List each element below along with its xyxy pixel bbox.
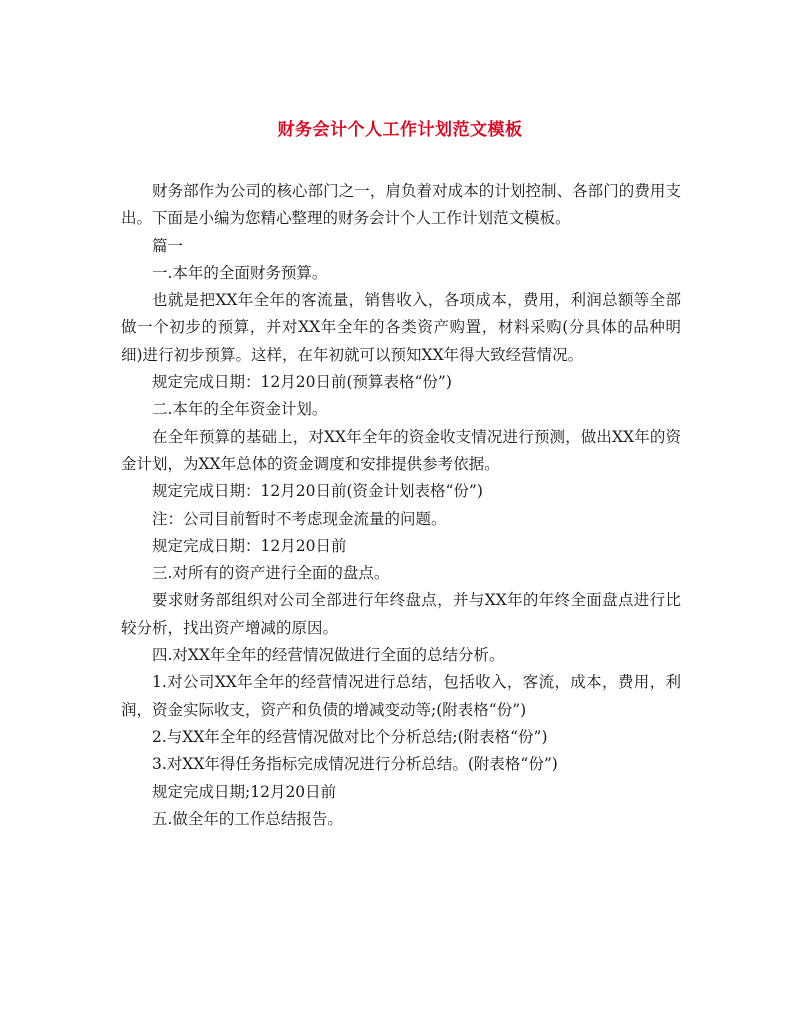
paragraph-deadline-2: 规定完成日期：12月20日前(资金计划表格“份”) bbox=[152, 482, 483, 501]
paragraph-item-2: 2.与XX年全年的经营情况做对比个分析总结;(附表格“份”) bbox=[152, 727, 548, 746]
paragraph-note: 注：公司目前暂时不考虑现金流量的问题。 bbox=[152, 509, 447, 528]
paragraph-item-1: 1.对公司XX年全年的经营情况进行总结，包括收入，客流，成本，费用，利润，资金实际收支，资产和负债的增减变动等;(附表格“份”) bbox=[121, 673, 681, 719]
heading-section-1: 一.本年的全面财务预算。 bbox=[152, 263, 328, 282]
paragraph-deadline-3: 规定完成日期：12月20日前 bbox=[152, 536, 347, 555]
heading-section-3: 三.对所有的资产进行全面的盘点。 bbox=[152, 564, 390, 583]
paragraph-section-2-body: 在全年预算的基础上，对XX年全年的资金收支情况进行预测，做出XX年的资金计划，为XX年总体的资金调度和安排提供参考依据。 bbox=[121, 427, 681, 473]
paragraph-intro: 财务部作为公司的核心部门之一，肩负着对成本的计划控制、各部门的费用支出。下面是小编为您精心整理的财务会计个人工作计划范文模板。 bbox=[121, 182, 681, 228]
paragraph-item-3: 3.对XX年得任务指标完成情况进行分析总结。(附表格“份”) bbox=[152, 755, 558, 774]
document-body bbox=[121, 178, 681, 833]
heading-section-5: 五.做全年的工作总结报告。 bbox=[152, 809, 343, 828]
document-title: 财务会计个人工作计划范文模板 bbox=[277, 120, 523, 140]
heading-section-4: 四.对XX年全年的经营情况做进行全面的总结分析。 bbox=[152, 646, 505, 665]
paragraph-deadline-1: 规定完成日期：12月20日前(预算表格“份”) bbox=[152, 373, 452, 392]
paragraph-section-3-body: 要求财务部组织对公司全部进行年终盘点，并与XX年的年终全面盘点进行比较分析，找出资产增减的原因。 bbox=[121, 591, 681, 637]
paragraph-part-label: 篇一 bbox=[152, 236, 184, 255]
paragraph-deadline-4: 规定完成日期;12月20日前 bbox=[152, 782, 337, 801]
heading-section-2: 二.本年的全年资金计划。 bbox=[152, 400, 328, 419]
paragraph-section-1-body: 也就是把XX年全年的客流量，销售收入，各项成本，费用，利润总额等全部做一个初步的预算，并对XX年全年的各类资产购置，材料采购(分具体的品种明细)进行初步预算。这样，在年初就可以预知XX年得大致经营情况。 bbox=[121, 291, 681, 364]
